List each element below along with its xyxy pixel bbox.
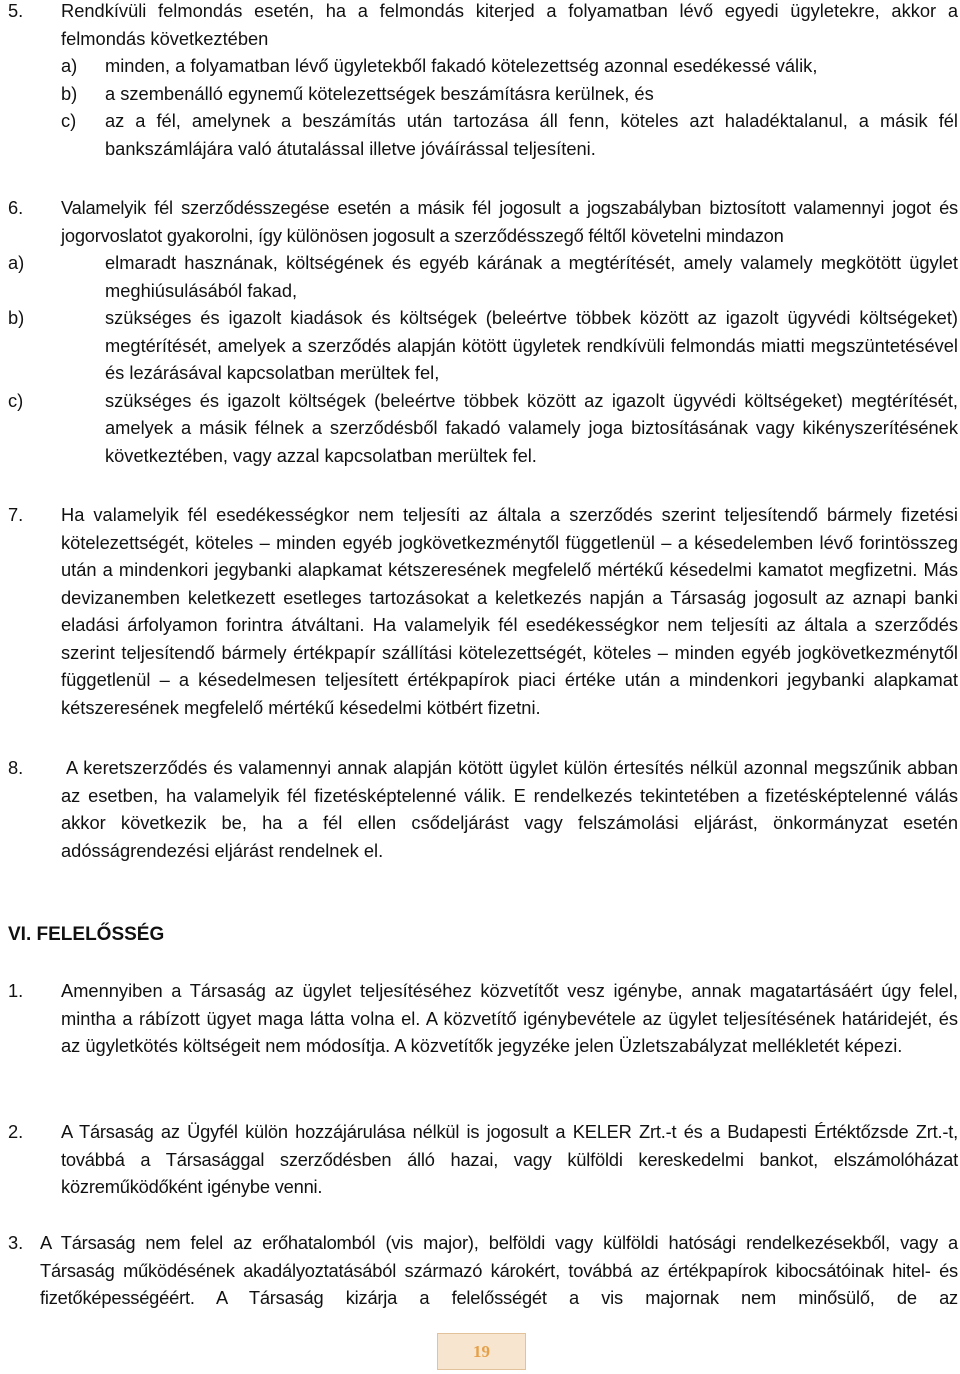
clause-number: 6. [8,197,24,218]
clause-number: 1. [8,980,24,1001]
clause-7 [8,501,958,721]
clause-number: 2. [8,1121,24,1142]
liability-clause-2 [8,1118,958,1201]
liability-clause-1 [8,977,958,1060]
sub-item-c: c) szükséges és igazolt költségek (beleértve többek között az igazolt ügyvédi költségeket) megtérítését, amelyek a másik félnek a szerződésből fakadó valamely joga biztosításának vagy kikényszerítésének következtében, vagy azzal kapcsolatban merültek fel. [8,389,958,466]
clause-6 [8,194,958,469]
clause-8 [8,754,958,864]
liability-clause-3 [8,1229,958,1312]
clause-number: 3. [8,1232,24,1253]
section-heading: VI. FELELŐSSÉG [8,924,165,945]
clause-intro: Rendkívüli felmondás esetén, ha a felmondás kiterjed a folyamatban lévő egyedi ügyletekre, akkor a felmondás következtében [61,0,958,49]
clause-text: A Társaság az Ügyfél külön hozzájárulása nélkül is jogosult a KELER Zrt.-t és a Budapesti Értéktőzsde Zrt.-t, továbbá a Társasággal szerződésben álló hazai, vagy külföldi kereskedelmi bankot, elszámolóházat közreműködőként igénybe venni. [61,1121,958,1197]
sub-item-a: a) minden, a folyamatban lévő ügyletekből fakadó kötelezettség azonnal esedékessé válik, [61,55,818,76]
clause-5 [8,0,958,162]
page-number: 19 [473,1341,490,1361]
clause-text: A Társaság nem felel az erőhatalomból (vis major), belföldi vagy külföldi hatósági rendelkezésekből, vagy a Társaság működésének akadályoztatásából származó károkért, továbbá az értékpapírok kibocsátóinak hitel- és fizetőképességéért. A Társaság kizárja a felelősségét a vis majornak nem minősülő, de az [40,1232,958,1308]
sub-item-b: b) szükséges és igazolt kiadások és költségek (beleértve többek között az igazolt ügyvédi költségeket) megtérítését, amelyek a szerződés alapján kötött ügyletek rendkívüli felmondás miatti megszüntetésével és lezárásával kapcsolatban merültek fel, [8,307,958,383]
clause-intro: Valamelyik fél szerződésszegése esetén a másik fél jogosult a jogszabályban biztosított valamennyi jogot és jogorvoslatot gyakorolni, így különösen jogosult a szerződésszegő féltől követelni mindazon [61,197,958,246]
clause-text: Amennyiben a Társaság az ügylet teljesítéséhez közvetítőt vesz igénybe, annak magatartásáért úgy felel, mintha a rábízott ügyet maga látta volna el. A közvetítő igénybevétele az ügylet teljesítésének határidejét, és az ügyletkötés költségeit nem módosítja. A közvetítők jegyzéke jelen Üzletszabályzat mellékletét képezi. [61,980,958,1056]
sub-item-b: b) a szembenálló egynemű kötelezettségek beszámításra kerülnek, és [61,82,654,104]
sub-item-a: a) elmaradt hasznának, költségének és egyéb kárának a megtérítését, amely valamely megkötött ügylet meghiúsulásából fakad, [8,252,958,301]
clause-number: 8. [8,757,24,778]
clause-number: 5. [8,0,24,21]
clause-text: A keretszerződés és valamennyi annak alapján kötött ügylet külön értesítés nélkül azonnal megszűnik abban az esetben, ha valamelyik fél fizetésképtelenné válik. E rendelkezés tekintetében a fizetésképtelenné válás akkor következik be, ha a fél ellen csődeljárást vagy felszámolási eljárást, önkormányzat esetén adósságrendezési eljárást rendelnek el. [61,757,958,861]
clause-text: Ha valamelyik fél esedékességkor nem teljesíti az általa a szerződés szerint teljesítendő bármely fizetési kötelezettségét, köteles – minden egyéb jogkövetkezménytől függetlenül – a késedelemben lévő forintösszeg után a mindenkori jegybanki alapkamat kétszeresének megfelelő mértékű késedelmi kamatot megfizetni. Más devizanemben keletkezett esetleges tartozásokat a keletkezés napján a Társaság jogosult az aznapi banki eladási árfolyamon forintra átváltani. Ha valamelyik fél esedékességkor nem teljesíti az általa a szerződés szerint teljesítendő bármely értékpapír szállítási kötelezettségét, köteles – minden egyéb jogkövetkezménytől függetlenül – a késedelmesen teljesített értékpapírok piaci értéke után a mindenkori jegybanki alapkamat kétszeresének megfelelő mértékű késedelmi kötbért fizetni. [61,504,958,718]
page-number-badge [437,1333,526,1370]
clause-number: 7. [8,504,24,525]
sub-item-c: c) az a fél, amelynek a beszámítás után tartozása áll fenn, köteles azt haladéktalanul, a másik fél bankszámlájára való átutalással illetve jóváírással teljesíteni. [61,110,958,159]
